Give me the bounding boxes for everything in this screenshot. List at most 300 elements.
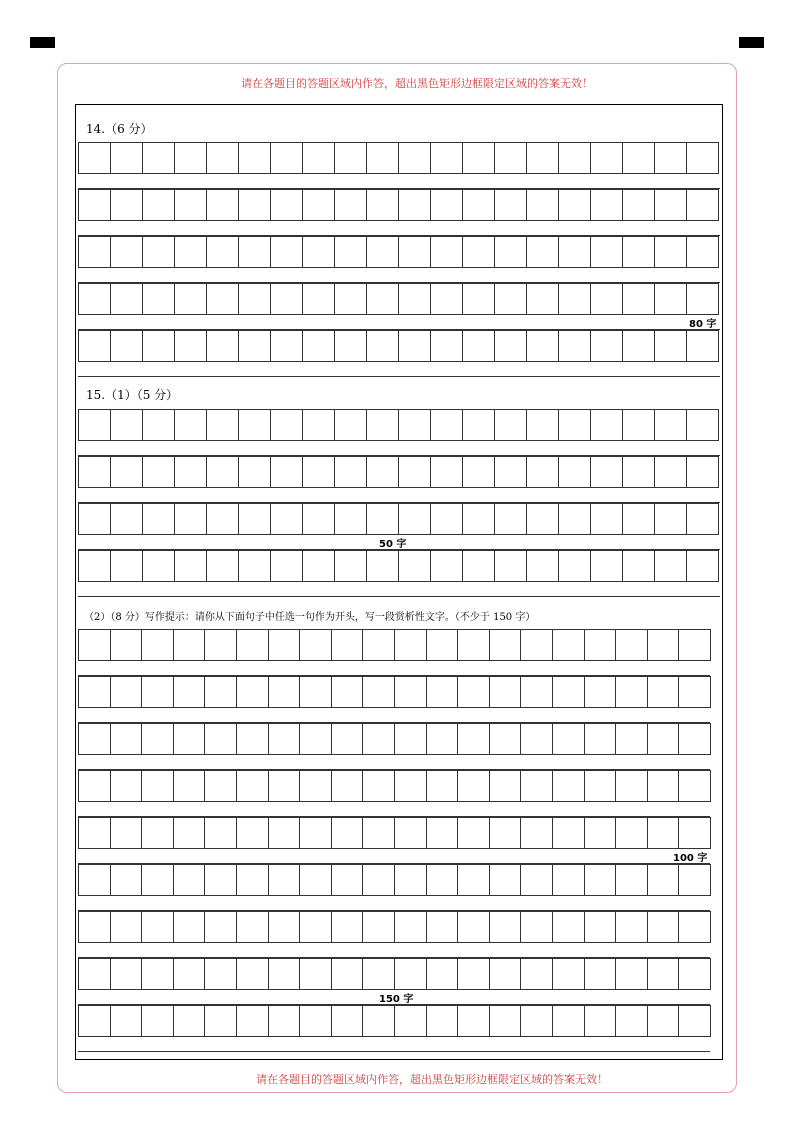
grid-cell[interactable] bbox=[78, 550, 111, 582]
grid-cell[interactable] bbox=[173, 911, 206, 943]
grid-cell[interactable] bbox=[268, 911, 301, 943]
grid-cell[interactable] bbox=[173, 770, 206, 802]
grid-cell[interactable] bbox=[334, 236, 367, 268]
grid-cell[interactable] bbox=[426, 958, 459, 990]
grid-cell[interactable] bbox=[299, 770, 332, 802]
grid-cell[interactable] bbox=[584, 629, 617, 661]
grid-cell[interactable] bbox=[268, 864, 301, 896]
grid-cell[interactable] bbox=[302, 503, 335, 535]
q15-part2-grid-row[interactable] bbox=[78, 1005, 710, 1037]
grid-cell[interactable] bbox=[558, 550, 591, 582]
q15-part1-grid-row[interactable] bbox=[78, 503, 718, 535]
grid-cell[interactable] bbox=[558, 330, 591, 362]
grid-cell[interactable] bbox=[394, 770, 427, 802]
grid-cell[interactable] bbox=[173, 817, 206, 849]
grid-cell[interactable] bbox=[142, 409, 175, 441]
grid-cell[interactable] bbox=[204, 958, 237, 990]
grid-cell[interactable] bbox=[78, 723, 111, 755]
grid-cell[interactable] bbox=[141, 911, 174, 943]
grid-cell[interactable] bbox=[686, 330, 719, 362]
q15-part2-grid-row[interactable] bbox=[78, 911, 710, 943]
grid-cell[interactable] bbox=[78, 456, 111, 488]
grid-cell[interactable] bbox=[526, 283, 559, 315]
grid-cell[interactable] bbox=[394, 864, 427, 896]
grid-cell[interactable] bbox=[678, 629, 711, 661]
grid-cell[interactable] bbox=[552, 723, 585, 755]
grid-cell[interactable] bbox=[398, 550, 431, 582]
grid-cell[interactable] bbox=[398, 236, 431, 268]
grid-cell[interactable] bbox=[489, 1005, 522, 1037]
grid-cell[interactable] bbox=[590, 550, 623, 582]
grid-cell[interactable] bbox=[268, 629, 301, 661]
grid-cell[interactable] bbox=[302, 236, 335, 268]
grid-cell[interactable] bbox=[238, 189, 271, 221]
grid-cell[interactable] bbox=[78, 864, 111, 896]
grid-cell[interactable] bbox=[398, 330, 431, 362]
grid-cell[interactable] bbox=[236, 770, 269, 802]
grid-cell[interactable] bbox=[78, 283, 111, 315]
grid-cell[interactable] bbox=[110, 189, 143, 221]
grid-cell[interactable] bbox=[558, 503, 591, 535]
grid-cell[interactable] bbox=[584, 770, 617, 802]
grid-cell[interactable] bbox=[686, 189, 719, 221]
grid-cell[interactable] bbox=[141, 958, 174, 990]
grid-cell[interactable] bbox=[110, 723, 143, 755]
grid-cell[interactable] bbox=[204, 629, 237, 661]
q15-part1-grid-row[interactable] bbox=[78, 550, 718, 582]
grid-cell[interactable] bbox=[686, 409, 719, 441]
grid-cell[interactable] bbox=[362, 817, 395, 849]
grid-cell[interactable] bbox=[678, 770, 711, 802]
grid-cell[interactable] bbox=[331, 629, 364, 661]
grid-cell[interactable] bbox=[78, 409, 111, 441]
grid-cell[interactable] bbox=[110, 142, 143, 174]
grid-cell[interactable] bbox=[457, 958, 490, 990]
grid-cell[interactable] bbox=[110, 629, 143, 661]
grid-cell[interactable] bbox=[622, 503, 655, 535]
grid-cell[interactable] bbox=[678, 676, 711, 708]
grid-cell[interactable] bbox=[647, 1005, 680, 1037]
grid-cell[interactable] bbox=[110, 503, 143, 535]
grid-cell[interactable] bbox=[238, 330, 271, 362]
grid-cell[interactable] bbox=[141, 770, 174, 802]
grid-cell[interactable] bbox=[394, 817, 427, 849]
grid-cell[interactable] bbox=[552, 817, 585, 849]
grid-cell[interactable] bbox=[174, 189, 207, 221]
grid-cell[interactable] bbox=[302, 550, 335, 582]
grid-cell[interactable] bbox=[268, 770, 301, 802]
grid-cell[interactable] bbox=[331, 1005, 364, 1037]
grid-cell[interactable] bbox=[622, 550, 655, 582]
grid-cell[interactable] bbox=[457, 864, 490, 896]
grid-cell[interactable] bbox=[110, 911, 143, 943]
grid-cell[interactable] bbox=[110, 330, 143, 362]
grid-cell[interactable] bbox=[654, 550, 687, 582]
grid-cell[interactable] bbox=[615, 911, 648, 943]
grid-cell[interactable] bbox=[552, 629, 585, 661]
grid-cell[interactable] bbox=[678, 1005, 711, 1037]
grid-cell[interactable] bbox=[615, 629, 648, 661]
grid-cell[interactable] bbox=[78, 629, 111, 661]
grid-cell[interactable] bbox=[206, 456, 239, 488]
grid-cell[interactable] bbox=[331, 676, 364, 708]
q15-part2-grid-row[interactable] bbox=[78, 676, 710, 708]
grid-cell[interactable] bbox=[78, 236, 111, 268]
grid-cell[interactable] bbox=[457, 770, 490, 802]
grid-cell[interactable] bbox=[141, 1005, 174, 1037]
grid-cell[interactable] bbox=[236, 817, 269, 849]
grid-cell[interactable] bbox=[584, 864, 617, 896]
grid-cell[interactable] bbox=[398, 283, 431, 315]
grid-cell[interactable] bbox=[584, 723, 617, 755]
grid-cell[interactable] bbox=[141, 864, 174, 896]
grid-cell[interactable] bbox=[398, 189, 431, 221]
q15-part2-grid-row[interactable] bbox=[78, 817, 710, 849]
grid-cell[interactable] bbox=[622, 409, 655, 441]
grid-cell[interactable] bbox=[394, 723, 427, 755]
grid-cell[interactable] bbox=[302, 283, 335, 315]
grid-cell[interactable] bbox=[622, 283, 655, 315]
grid-cell[interactable] bbox=[270, 409, 303, 441]
grid-cell[interactable] bbox=[622, 456, 655, 488]
grid-cell[interactable] bbox=[394, 958, 427, 990]
grid-cell[interactable] bbox=[270, 456, 303, 488]
grid-cell[interactable] bbox=[526, 456, 559, 488]
grid-cell[interactable] bbox=[362, 864, 395, 896]
grid-cell[interactable] bbox=[78, 958, 111, 990]
grid-cell[interactable] bbox=[206, 550, 239, 582]
grid-cell[interactable] bbox=[236, 911, 269, 943]
grid-cell[interactable] bbox=[647, 676, 680, 708]
grid-cell[interactable] bbox=[206, 142, 239, 174]
grid-cell[interactable] bbox=[204, 911, 237, 943]
grid-cell[interactable] bbox=[462, 409, 495, 441]
grid-cell[interactable] bbox=[236, 958, 269, 990]
grid-cell[interactable] bbox=[558, 142, 591, 174]
grid-cell[interactable] bbox=[654, 503, 687, 535]
grid-cell[interactable] bbox=[654, 456, 687, 488]
grid-cell[interactable] bbox=[334, 189, 367, 221]
grid-cell[interactable] bbox=[654, 283, 687, 315]
grid-cell[interactable] bbox=[78, 330, 111, 362]
grid-cell[interactable] bbox=[206, 189, 239, 221]
grid-cell[interactable] bbox=[236, 676, 269, 708]
grid-cell[interactable] bbox=[366, 189, 399, 221]
grid-cell[interactable] bbox=[686, 283, 719, 315]
grid-cell[interactable] bbox=[174, 283, 207, 315]
grid-cell[interactable] bbox=[615, 864, 648, 896]
grid-cell[interactable] bbox=[647, 911, 680, 943]
grid-cell[interactable] bbox=[238, 503, 271, 535]
grid-cell[interactable] bbox=[334, 409, 367, 441]
grid-cell[interactable] bbox=[331, 723, 364, 755]
grid-cell[interactable] bbox=[398, 409, 431, 441]
grid-cell[interactable] bbox=[622, 236, 655, 268]
grid-cell[interactable] bbox=[299, 723, 332, 755]
grid-cell[interactable] bbox=[78, 676, 111, 708]
grid-cell[interactable] bbox=[647, 864, 680, 896]
grid-cell[interactable] bbox=[686, 456, 719, 488]
grid-cell[interactable] bbox=[302, 456, 335, 488]
grid-cell[interactable] bbox=[558, 283, 591, 315]
grid-cell[interactable] bbox=[457, 911, 490, 943]
grid-cell[interactable] bbox=[426, 817, 459, 849]
grid-cell[interactable] bbox=[302, 142, 335, 174]
grid-cell[interactable] bbox=[236, 1005, 269, 1037]
grid-cell[interactable] bbox=[426, 723, 459, 755]
grid-cell[interactable] bbox=[520, 958, 553, 990]
grid-cell[interactable] bbox=[302, 330, 335, 362]
grid-cell[interactable] bbox=[141, 676, 174, 708]
grid-cell[interactable] bbox=[430, 283, 463, 315]
grid-cell[interactable] bbox=[526, 189, 559, 221]
grid-cell[interactable] bbox=[366, 330, 399, 362]
grid-cell[interactable] bbox=[331, 958, 364, 990]
grid-cell[interactable] bbox=[526, 142, 559, 174]
grid-cell[interactable] bbox=[174, 330, 207, 362]
grid-cell[interactable] bbox=[489, 629, 522, 661]
grid-cell[interactable] bbox=[366, 456, 399, 488]
q14-grid-row[interactable] bbox=[78, 330, 718, 362]
grid-cell[interactable] bbox=[362, 629, 395, 661]
grid-cell[interactable] bbox=[238, 409, 271, 441]
grid-cell[interactable] bbox=[270, 330, 303, 362]
grid-cell[interactable] bbox=[615, 817, 648, 849]
grid-cell[interactable] bbox=[142, 503, 175, 535]
grid-cell[interactable] bbox=[430, 189, 463, 221]
grid-cell[interactable] bbox=[647, 817, 680, 849]
grid-cell[interactable] bbox=[204, 864, 237, 896]
grid-cell[interactable] bbox=[334, 330, 367, 362]
grid-cell[interactable] bbox=[270, 503, 303, 535]
grid-cell[interactable] bbox=[238, 283, 271, 315]
grid-cell[interactable] bbox=[362, 676, 395, 708]
grid-cell[interactable] bbox=[426, 676, 459, 708]
grid-cell[interactable] bbox=[206, 409, 239, 441]
grid-cell[interactable] bbox=[430, 142, 463, 174]
grid-cell[interactable] bbox=[141, 817, 174, 849]
grid-cell[interactable] bbox=[520, 629, 553, 661]
grid-cell[interactable] bbox=[110, 958, 143, 990]
grid-cell[interactable] bbox=[78, 189, 111, 221]
grid-cell[interactable] bbox=[110, 817, 143, 849]
grid-cell[interactable] bbox=[206, 236, 239, 268]
grid-cell[interactable] bbox=[647, 629, 680, 661]
grid-cell[interactable] bbox=[590, 283, 623, 315]
grid-cell[interactable] bbox=[526, 236, 559, 268]
grid-cell[interactable] bbox=[430, 330, 463, 362]
grid-cell[interactable] bbox=[204, 770, 237, 802]
grid-cell[interactable] bbox=[494, 409, 527, 441]
grid-cell[interactable] bbox=[270, 283, 303, 315]
grid-cell[interactable] bbox=[238, 456, 271, 488]
grid-cell[interactable] bbox=[584, 911, 617, 943]
grid-cell[interactable] bbox=[142, 456, 175, 488]
grid-cell[interactable] bbox=[270, 189, 303, 221]
grid-cell[interactable] bbox=[366, 409, 399, 441]
grid-cell[interactable] bbox=[236, 864, 269, 896]
grid-cell[interactable] bbox=[238, 550, 271, 582]
grid-cell[interactable] bbox=[462, 330, 495, 362]
grid-cell[interactable] bbox=[520, 770, 553, 802]
grid-cell[interactable] bbox=[430, 456, 463, 488]
grid-cell[interactable] bbox=[110, 770, 143, 802]
grid-cell[interactable] bbox=[366, 142, 399, 174]
grid-cell[interactable] bbox=[489, 864, 522, 896]
grid-cell[interactable] bbox=[366, 550, 399, 582]
grid-cell[interactable] bbox=[457, 1005, 490, 1037]
grid-cell[interactable] bbox=[590, 236, 623, 268]
grid-cell[interactable] bbox=[173, 676, 206, 708]
grid-cell[interactable] bbox=[362, 958, 395, 990]
grid-cell[interactable] bbox=[686, 236, 719, 268]
grid-cell[interactable] bbox=[362, 770, 395, 802]
grid-cell[interactable] bbox=[590, 409, 623, 441]
grid-cell[interactable] bbox=[268, 676, 301, 708]
grid-cell[interactable] bbox=[494, 189, 527, 221]
grid-cell[interactable] bbox=[238, 142, 271, 174]
grid-cell[interactable] bbox=[302, 409, 335, 441]
grid-cell[interactable] bbox=[426, 911, 459, 943]
grid-cell[interactable] bbox=[142, 189, 175, 221]
grid-cell[interactable] bbox=[552, 864, 585, 896]
q15-part1-grid-row[interactable] bbox=[78, 456, 718, 488]
grid-cell[interactable] bbox=[622, 330, 655, 362]
grid-cell[interactable] bbox=[270, 550, 303, 582]
grid-cell[interactable] bbox=[206, 283, 239, 315]
grid-cell[interactable] bbox=[462, 236, 495, 268]
grid-cell[interactable] bbox=[462, 456, 495, 488]
grid-cell[interactable] bbox=[173, 723, 206, 755]
grid-cell[interactable] bbox=[647, 958, 680, 990]
grid-cell[interactable] bbox=[558, 189, 591, 221]
grid-cell[interactable] bbox=[174, 409, 207, 441]
grid-cell[interactable] bbox=[299, 817, 332, 849]
q15-part2-grid-row[interactable] bbox=[78, 629, 710, 661]
grid-cell[interactable] bbox=[334, 142, 367, 174]
grid-cell[interactable] bbox=[174, 550, 207, 582]
grid-cell[interactable] bbox=[174, 503, 207, 535]
grid-cell[interactable] bbox=[268, 723, 301, 755]
grid-cell[interactable] bbox=[622, 189, 655, 221]
grid-cell[interactable] bbox=[489, 723, 522, 755]
grid-cell[interactable] bbox=[590, 456, 623, 488]
grid-cell[interactable] bbox=[110, 283, 143, 315]
grid-cell[interactable] bbox=[462, 550, 495, 582]
grid-cell[interactable] bbox=[558, 456, 591, 488]
grid-cell[interactable] bbox=[678, 817, 711, 849]
grid-cell[interactable] bbox=[615, 770, 648, 802]
grid-cell[interactable] bbox=[590, 189, 623, 221]
grid-cell[interactable] bbox=[462, 503, 495, 535]
grid-cell[interactable] bbox=[584, 958, 617, 990]
grid-cell[interactable] bbox=[331, 864, 364, 896]
q14-grid-row[interactable] bbox=[78, 189, 718, 221]
grid-cell[interactable] bbox=[270, 142, 303, 174]
grid-cell[interactable] bbox=[334, 456, 367, 488]
grid-cell[interactable] bbox=[142, 236, 175, 268]
grid-cell[interactable] bbox=[331, 770, 364, 802]
grid-cell[interactable] bbox=[489, 817, 522, 849]
grid-cell[interactable] bbox=[173, 629, 206, 661]
q15-part2-grid-row[interactable] bbox=[78, 958, 710, 990]
grid-cell[interactable] bbox=[236, 629, 269, 661]
grid-cell[interactable] bbox=[331, 911, 364, 943]
grid-cell[interactable] bbox=[584, 817, 617, 849]
grid-cell[interactable] bbox=[173, 958, 206, 990]
grid-cell[interactable] bbox=[489, 770, 522, 802]
grid-cell[interactable] bbox=[558, 409, 591, 441]
grid-cell[interactable] bbox=[457, 676, 490, 708]
grid-cell[interactable] bbox=[494, 142, 527, 174]
grid-cell[interactable] bbox=[110, 1005, 143, 1037]
q14-grid-row[interactable] bbox=[78, 283, 718, 315]
grid-cell[interactable] bbox=[362, 911, 395, 943]
grid-cell[interactable] bbox=[615, 723, 648, 755]
grid-cell[interactable] bbox=[678, 911, 711, 943]
grid-cell[interactable] bbox=[78, 503, 111, 535]
grid-cell[interactable] bbox=[462, 142, 495, 174]
grid-cell[interactable] bbox=[394, 629, 427, 661]
grid-cell[interactable] bbox=[398, 456, 431, 488]
grid-cell[interactable] bbox=[398, 142, 431, 174]
grid-cell[interactable] bbox=[552, 676, 585, 708]
grid-cell[interactable] bbox=[334, 283, 367, 315]
grid-cell[interactable] bbox=[590, 330, 623, 362]
grid-cell[interactable] bbox=[494, 456, 527, 488]
grid-cell[interactable] bbox=[494, 503, 527, 535]
grid-cell[interactable] bbox=[270, 236, 303, 268]
grid-cell[interactable] bbox=[494, 283, 527, 315]
grid-cell[interactable] bbox=[526, 409, 559, 441]
grid-cell[interactable] bbox=[268, 817, 301, 849]
grid-cell[interactable] bbox=[552, 770, 585, 802]
grid-cell[interactable] bbox=[366, 283, 399, 315]
grid-cell[interactable] bbox=[526, 330, 559, 362]
grid-cell[interactable] bbox=[334, 503, 367, 535]
q15-part2-grid-row[interactable] bbox=[78, 723, 710, 755]
grid-cell[interactable] bbox=[489, 958, 522, 990]
grid-cell[interactable] bbox=[686, 550, 719, 582]
grid-cell[interactable] bbox=[334, 550, 367, 582]
grid-cell[interactable] bbox=[362, 723, 395, 755]
q14-grid-row[interactable] bbox=[78, 142, 718, 174]
grid-cell[interactable] bbox=[520, 676, 553, 708]
grid-cell[interactable] bbox=[430, 236, 463, 268]
grid-cell[interactable] bbox=[236, 723, 269, 755]
grid-cell[interactable] bbox=[647, 770, 680, 802]
grid-cell[interactable] bbox=[520, 864, 553, 896]
grid-cell[interactable] bbox=[615, 1005, 648, 1037]
grid-cell[interactable] bbox=[110, 236, 143, 268]
grid-cell[interactable] bbox=[426, 1005, 459, 1037]
grid-cell[interactable] bbox=[78, 770, 111, 802]
grid-cell[interactable] bbox=[457, 723, 490, 755]
grid-cell[interactable] bbox=[204, 1005, 237, 1037]
grid-cell[interactable] bbox=[430, 503, 463, 535]
grid-cell[interactable] bbox=[362, 1005, 395, 1037]
grid-cell[interactable] bbox=[552, 1005, 585, 1037]
grid-cell[interactable] bbox=[520, 1005, 553, 1037]
grid-cell[interactable] bbox=[678, 864, 711, 896]
grid-cell[interactable] bbox=[686, 503, 719, 535]
grid-cell[interactable] bbox=[678, 723, 711, 755]
q15-part2-grid-row[interactable] bbox=[78, 864, 710, 896]
grid-cell[interactable] bbox=[647, 723, 680, 755]
q15-part1-grid-row[interactable] bbox=[78, 409, 718, 441]
grid-cell[interactable] bbox=[654, 236, 687, 268]
grid-cell[interactable] bbox=[141, 629, 174, 661]
